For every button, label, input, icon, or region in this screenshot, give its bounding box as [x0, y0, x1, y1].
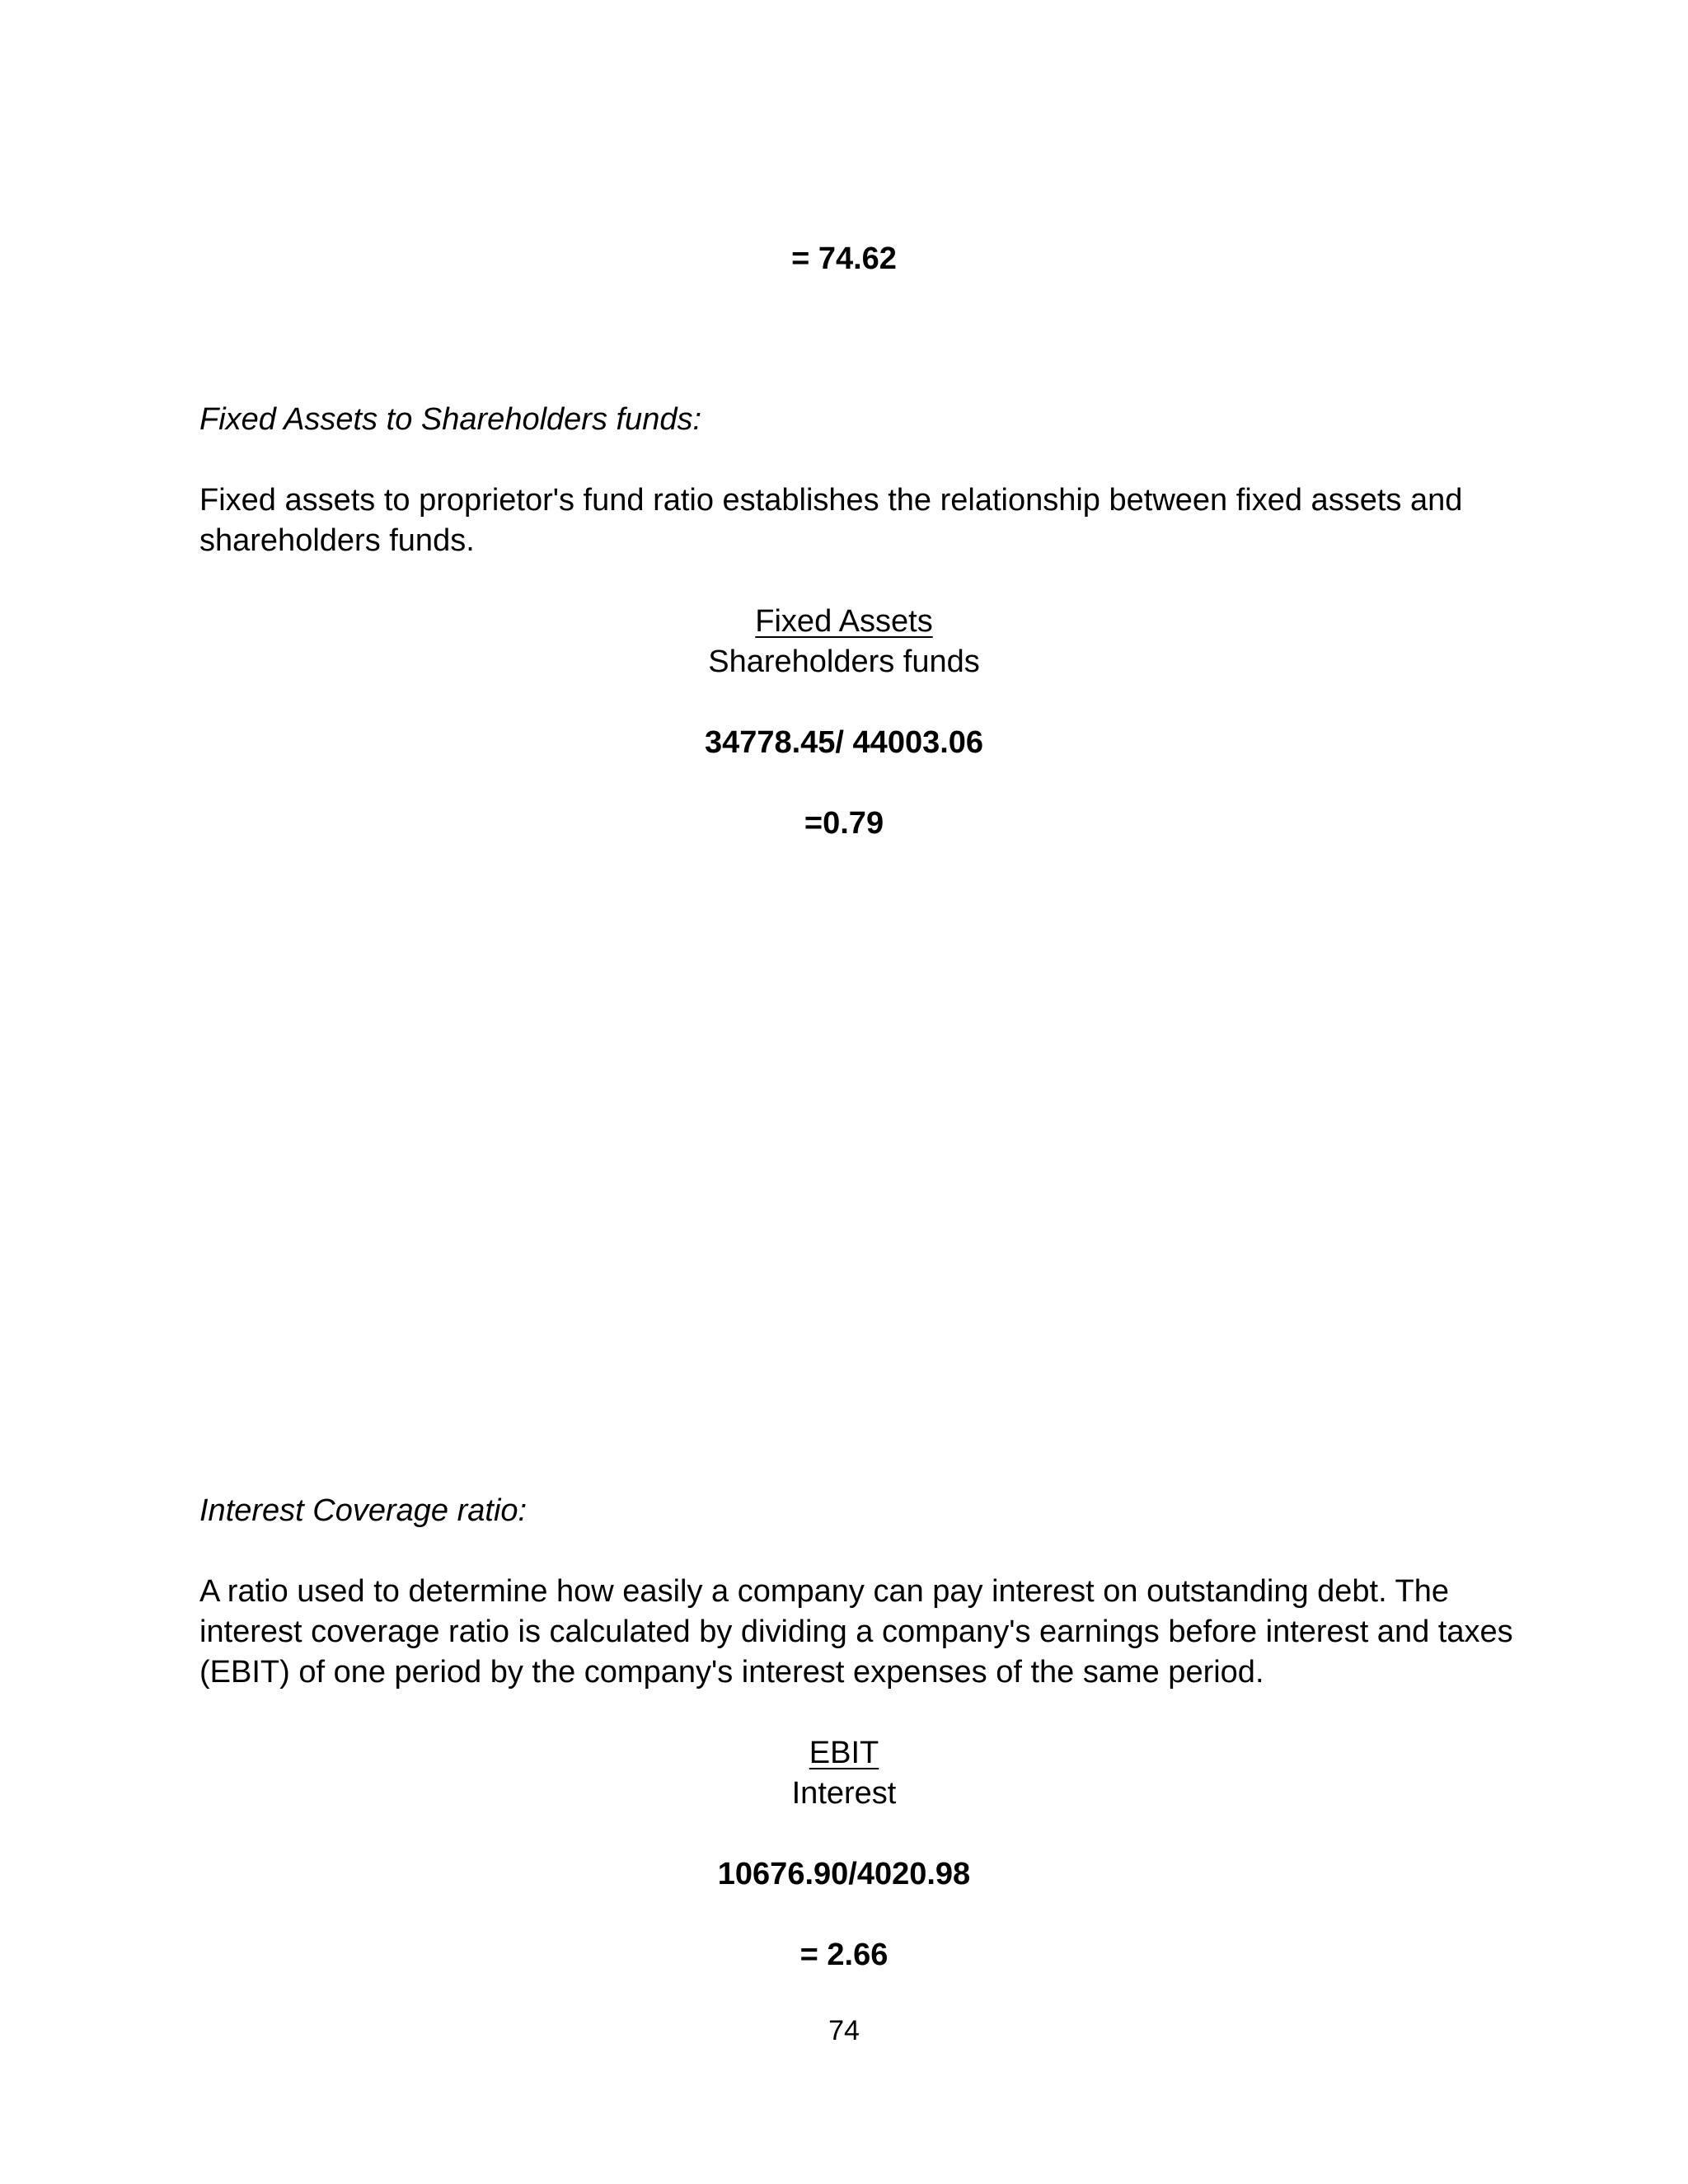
formula-denominator: Interest [791, 1776, 897, 1811]
section-heading-fixed-assets: Fixed Assets to Shareholders funds: [199, 402, 702, 437]
section-description-line: shareholders funds. [199, 523, 475, 558]
result: = 2.66 [799, 1938, 889, 1972]
calculation: 34778.45/ 44003.06 [704, 725, 984, 760]
previous-result: = 74.62 [791, 241, 897, 276]
formula-numerator-text: EBIT [809, 1736, 879, 1770]
formula-numerator [0, 1733, 1688, 1774]
section-description-line: interest coverage ratio is calculated by dividing a company's earnings before interest and taxes [199, 1615, 1513, 1649]
formula-denominator: Shareholders funds [708, 644, 980, 679]
formula-numerator [0, 602, 1688, 642]
section-heading-interest-coverage: Interest Coverage ratio: [199, 1493, 528, 1528]
result: =0.79 [804, 806, 884, 841]
section-description-line: A ratio used to determine how easily a company can pay interest on outstanding debt. The [199, 1574, 1450, 1609]
page-number: 74 [828, 2015, 860, 2046]
calculation: 10676.90/4020.98 [717, 1857, 971, 1891]
section-description-line: Fixed assets to proprietor's fund ratio establishes the relationship between fixed assets and [199, 483, 1463, 518]
formula-numerator-text: Fixed Assets [755, 604, 933, 639]
section-description-line: (EBIT) of one period by the company's interest expenses of the same period. [199, 1655, 1264, 1690]
